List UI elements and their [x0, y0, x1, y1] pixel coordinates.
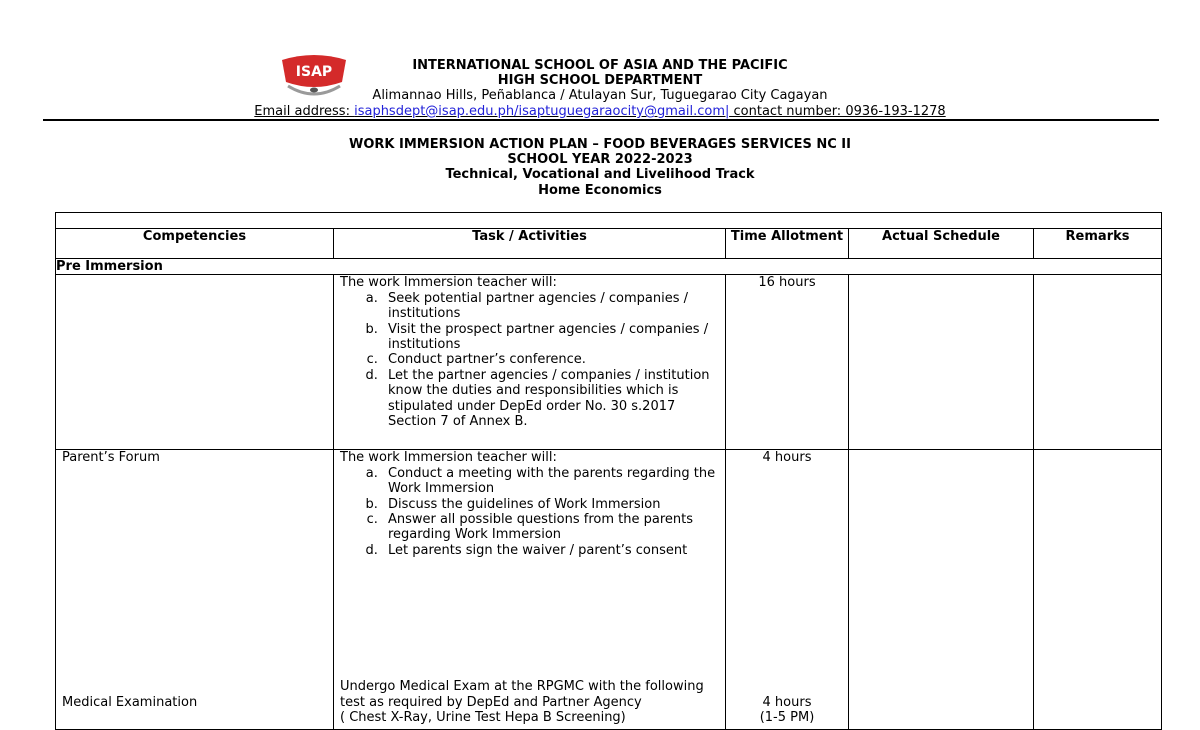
task-list [340, 466, 721, 558]
table-row [56, 450, 1162, 730]
task-item: a. Seek potential partner agencies / companies / institutions [382, 291, 721, 322]
school-name: INTERNATIONAL SCHOOL OF ASIA AND THE PACIFIC [412, 58, 788, 73]
time-cell [726, 450, 849, 730]
competency-cell [56, 275, 334, 450]
email-contact-line [0, 104, 1200, 119]
task-intro: The work Immersion teacher will: [340, 450, 557, 466]
competency-parents-forum: Parent’s Forum [62, 450, 160, 466]
logo-text: ISAP [295, 64, 333, 80]
table-empty-row [56, 213, 1162, 229]
task-list [340, 291, 721, 430]
task-intro: The work Immersion teacher will: [340, 275, 557, 291]
task-item: a. Conduct a meeting with the parents regarding the Work Immersion [382, 466, 721, 497]
track: Technical, Vocational and Livelihood Track [445, 167, 755, 182]
time-cell: 16 hours [726, 275, 849, 450]
header-divider [43, 119, 1159, 121]
medical-task [340, 558, 721, 725]
task-item: c. Conduct partner’s conference. [382, 352, 721, 367]
section-pre-immersion: Pre Immersion [56, 259, 1162, 275]
department: HIGH SCHOOL DEPARTMENT [497, 73, 703, 88]
contact-number: contact number: 0936-193-1278 [729, 104, 946, 119]
email-link[interactable]: isaphsdept@isap.edu.ph/isaptuguegaraocity@gmail.com| [354, 104, 730, 119]
plan-title: WORK IMMERSION ACTION PLAN – FOOD BEVERAGES SERVICES NC II [349, 137, 851, 152]
schedule-cell [849, 275, 1034, 450]
col-competencies: Competencies [56, 229, 334, 259]
medical-task-line: ( Chest X-Ray, Urine Test Hepa B Screening) [340, 710, 626, 726]
task-cell [334, 450, 726, 730]
col-task-activities: Task / Activities [334, 229, 726, 259]
medical-task-line: Undergo Medical Exam at the RPGMC with the following [340, 679, 704, 695]
task-item: d. Let parents sign the waiver / parent’s consent [382, 543, 721, 558]
time-medical: 4 hours [762, 694, 812, 710]
competency-cell [56, 450, 334, 730]
medical-task-line: test as required by DepEd and Partner Agency [340, 694, 642, 710]
section-row [56, 259, 1162, 275]
col-time-allotment: Time Allotment [726, 229, 849, 259]
competency-medical-exam: Medical Examination [62, 694, 198, 710]
col-remarks: Remarks [1034, 229, 1162, 259]
table-row [56, 275, 1162, 450]
school-year: SCHOOL YEAR 2022-2023 [507, 152, 693, 167]
remarks-cell [1034, 450, 1162, 730]
schedule-cell [849, 450, 1034, 730]
action-plan-table [55, 212, 1162, 730]
table-header-row [56, 229, 1162, 259]
time-parents-forum: 4 hours [762, 450, 812, 466]
col-actual-schedule: Actual Schedule [849, 229, 1034, 259]
remarks-cell [1034, 275, 1162, 450]
task-item: d. Let the partner agencies / companies / institution know the duties and responsibilities which is stipulated under DepEd order No. 30 s.2017 Section 7 of Annex B. [382, 368, 721, 430]
email-label: Email address: [254, 104, 355, 119]
task-item: c. Answer all possible questions from the parents regarding Work Immersion [382, 512, 721, 543]
strand: Home Economics [538, 183, 662, 198]
task-cell [334, 275, 726, 450]
time-medical-range: (1-5 PM) [759, 710, 815, 726]
school-address: Alimannao Hills, Peñablanca / Atulayan Sur, Tuguegarao City Cagayan [372, 88, 828, 103]
task-item: b. Visit the prospect partner agencies / companies / institutions [382, 322, 721, 353]
task-item: b. Discuss the guidelines of Work Immersion [382, 497, 721, 512]
